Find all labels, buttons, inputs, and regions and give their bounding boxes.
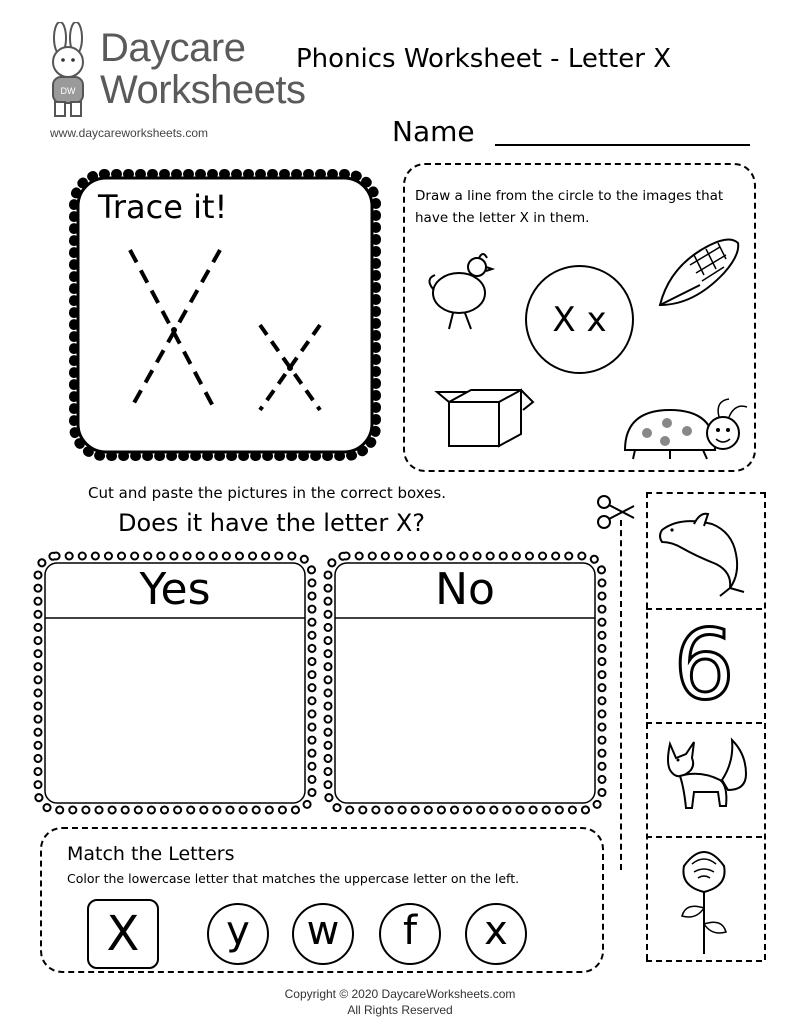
cutout-dolphin[interactable] (646, 494, 762, 610)
logo-badge-text: DW (60, 86, 76, 96)
no-label: No (435, 564, 495, 615)
logo (40, 22, 306, 140)
uppercase-letter-box (87, 899, 159, 969)
match-heading: Match the Letters (67, 843, 235, 865)
option-x[interactable] (465, 903, 527, 965)
option-y-text: y (226, 908, 250, 954)
option-y[interactable] (207, 903, 269, 965)
letter-circle[interactable] (525, 265, 634, 374)
fox-icon (656, 730, 756, 830)
yes-label: Yes (139, 564, 211, 615)
draw-line-instruction-2: have the letter X in them. (415, 210, 590, 226)
match-section (40, 827, 604, 973)
cutout-rose[interactable] (646, 836, 762, 962)
trace-heading: Trace it! (98, 188, 228, 226)
logo-line2: Worksheets (100, 68, 306, 112)
logo-url: www.daycareworksheets.com (50, 126, 209, 140)
rose-icon (664, 844, 744, 956)
name-line[interactable] (495, 144, 750, 146)
six-text: 6 (673, 609, 735, 721)
name-label: Name (392, 115, 475, 148)
yes-box[interactable] (30, 548, 320, 818)
scissors-icon (596, 494, 636, 530)
hen-icon[interactable] (419, 245, 499, 335)
logo-line1: Daycare (100, 26, 246, 70)
trace-section (60, 160, 390, 470)
six-icon (646, 608, 762, 722)
footer-copyright: Copyright © 2020 DaycareWorksheets.com (284, 987, 516, 1001)
option-w[interactable] (292, 903, 354, 965)
cut-paste-instruction: Cut and paste the pictures in the correct boxes. (88, 484, 446, 502)
cutout-six[interactable] (646, 608, 762, 724)
bunny-mascot-icon (42, 22, 97, 122)
ladybug-icon[interactable] (615, 395, 750, 465)
trace-letters (110, 240, 340, 420)
corn-icon[interactable] (650, 225, 745, 315)
cutout-column (646, 492, 766, 960)
option-f[interactable] (379, 903, 441, 965)
option-x-text: x (484, 908, 508, 954)
cut-line (620, 520, 622, 870)
draw-line-instruction-1: Draw a line from the circle to the images that (415, 188, 724, 204)
uppercase-letter: X (106, 906, 140, 962)
cutout-fox[interactable] (646, 722, 762, 838)
cut-paste-question: Does it have the letter X? (118, 509, 425, 537)
match-instruction: Color the lowercase letter that matches the uppercase letter on the left. (67, 871, 520, 886)
option-w-text: w (306, 908, 340, 954)
footer-rights: All Rights Reserved (347, 1003, 453, 1017)
letter-circle-text: X x (552, 299, 607, 340)
page-title: Phonics Worksheet - Letter X (296, 44, 672, 74)
option-f-text: f (402, 908, 418, 954)
dolphin-icon (654, 502, 754, 602)
draw-line-section (403, 163, 756, 472)
no-box[interactable] (320, 548, 610, 818)
box-icon[interactable] (429, 380, 539, 450)
